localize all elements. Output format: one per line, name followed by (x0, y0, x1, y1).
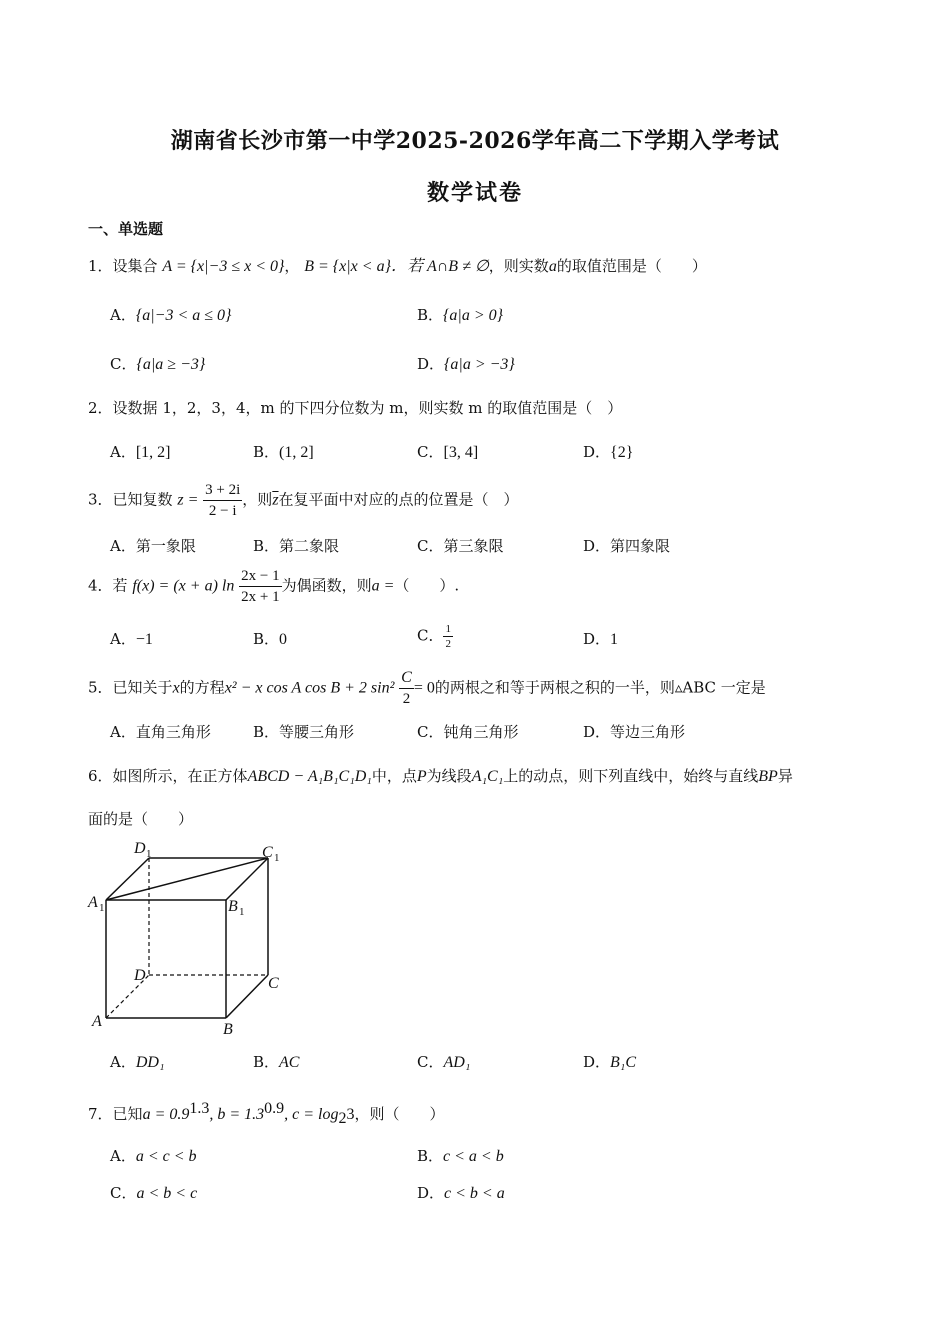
question-number: 5． (88, 678, 113, 697)
question-3: 3．已知复数 z = $\frac{3 + 2i}{2 - i}$ ，则$\overline{z}$在复平面中对应的点的位置是（ ） (88, 482, 519, 519)
question-5: 5．已知关于x的方程x² − x cos A cos B + 2 sin² $\frac{C}{2}$ = 0的两根之和等于两根之积的一半，则▵ABC 一定是 (88, 669, 766, 707)
option-4c: C． $\frac{1}{2}$ (417, 623, 451, 650)
option-3a: A．第一象限 (110, 537, 196, 555)
option-7d: D．c < b < a (417, 1184, 505, 1202)
set-condition: ．若 A∩B ≠ ∅ (390, 258, 489, 275)
label-b: B (223, 1021, 233, 1038)
question-number: 3． (88, 490, 113, 509)
label-a1: A (88, 894, 98, 911)
option-5b: B．等腰三角形 (253, 723, 355, 741)
label-d: D (134, 967, 146, 984)
option-1b: B．{a|a > 0} (417, 306, 504, 324)
option-6a: A．DD₁ (110, 1053, 165, 1071)
option-1a: A．{a|−3 < a ≤ 0} (110, 306, 232, 324)
option-5d: D．等边三角形 (583, 723, 686, 741)
label-a1-sub: 1 (99, 902, 105, 914)
option-2b: B．(1, 2] (253, 443, 314, 461)
question-2: 2．设数据 1，2，3，4，m 的下四分位数为 m，则实数 m 的取值范围是（ ） (88, 399, 623, 417)
option-2d: D．{2} (583, 443, 634, 461)
label-b1-sub: 1 (239, 906, 245, 918)
question-number: 4． (88, 576, 113, 595)
option-7b: B．c < a < b (417, 1147, 504, 1165)
option-3c: C．第三象限 (417, 537, 504, 555)
question-number: 6． (88, 767, 113, 785)
option-6c: C．AD₁ (417, 1053, 471, 1071)
section-heading: 一、单选题 (88, 220, 164, 238)
edge-b-c (226, 975, 268, 1018)
option-4d: D．1 (583, 630, 619, 648)
label-c1: C (262, 844, 273, 861)
fraction: $\frac{C}{2}$ (401, 669, 412, 707)
option-3d: D．第四象限 (583, 537, 671, 555)
option-6b: B．AC (253, 1053, 300, 1071)
label-d1-sub: 1 (146, 848, 152, 860)
option-1d: D．{a|a > −3} (417, 355, 515, 373)
question-number: 7． (88, 1105, 113, 1123)
question-number: 1． (88, 257, 113, 275)
option-6d: D．B₁C (583, 1053, 637, 1071)
option-2a: A．[1, 2] (110, 443, 171, 461)
option-5c: C．钝角三角形 (417, 723, 519, 741)
set-a: A = {x|−3 ≤ x < 0} (162, 258, 285, 275)
label-c1-sub: 1 (274, 852, 280, 864)
segment-a1-c1 (106, 858, 268, 900)
option-7a: A．a < c < b (110, 1147, 197, 1165)
label-b1: B (228, 898, 238, 915)
label-c: C (268, 975, 279, 992)
option-4a: A．−1 (110, 630, 153, 648)
label-a: A (92, 1013, 102, 1030)
question-number: 2． (88, 399, 113, 417)
question-4: 4．若 f(x) = (x + a) ln $\frac{2x - 1}{2x + 1}$ 为偶函数，则a =（ ）. (88, 568, 460, 605)
question-7: 7．已知$a = 0.9^{1.3}$, $b = 1.3^{0.9}$, $c = \log_23$，则（ ） (88, 1100, 445, 1127)
page-subtitle: 数学试卷 (426, 180, 523, 206)
fraction: $\frac{3 + 2i}{2 - i}$ (205, 482, 241, 519)
question-6: 6．如图所示，在正方体ABCD − A₁B₁C₁D₁中，点P为线段A₁C₁上的动点，则下列直线中，始终与直线BP异 (88, 767, 793, 785)
question-1: 1．设集合 A = {x|−3 ≤ x < 0}， B = {x|x < a}．若 A∩B ≠ ∅，则实数a的取值范围是（ ） (88, 257, 707, 275)
option-3b: B．第二象限 (253, 537, 340, 555)
edge-b1-c1 (226, 858, 268, 900)
option-1c: C．{a|a ≥ −3} (110, 355, 206, 373)
cube-figure (86, 838, 286, 1038)
conjugate-z: $\overline{z}$ (272, 491, 279, 509)
set-b: B = {x|x < a} (304, 258, 391, 275)
option-5a: A．直角三角形 (110, 723, 211, 741)
option-2c: C．[3, 4] (417, 443, 479, 461)
fraction: $\frac{2x - 1}{2x + 1}$ (241, 568, 280, 605)
question-6-line2: 面的是（ ） (88, 810, 194, 828)
fraction: $\frac{1}{2}$ (445, 623, 451, 650)
option-4b: B．0 (253, 630, 288, 648)
option-7c: C．a < b < c (110, 1184, 198, 1202)
page-title: 湖南省长沙市第一中学2025-2026学年高二下学期入学考试 (170, 128, 780, 154)
label-d1: D (134, 840, 146, 857)
